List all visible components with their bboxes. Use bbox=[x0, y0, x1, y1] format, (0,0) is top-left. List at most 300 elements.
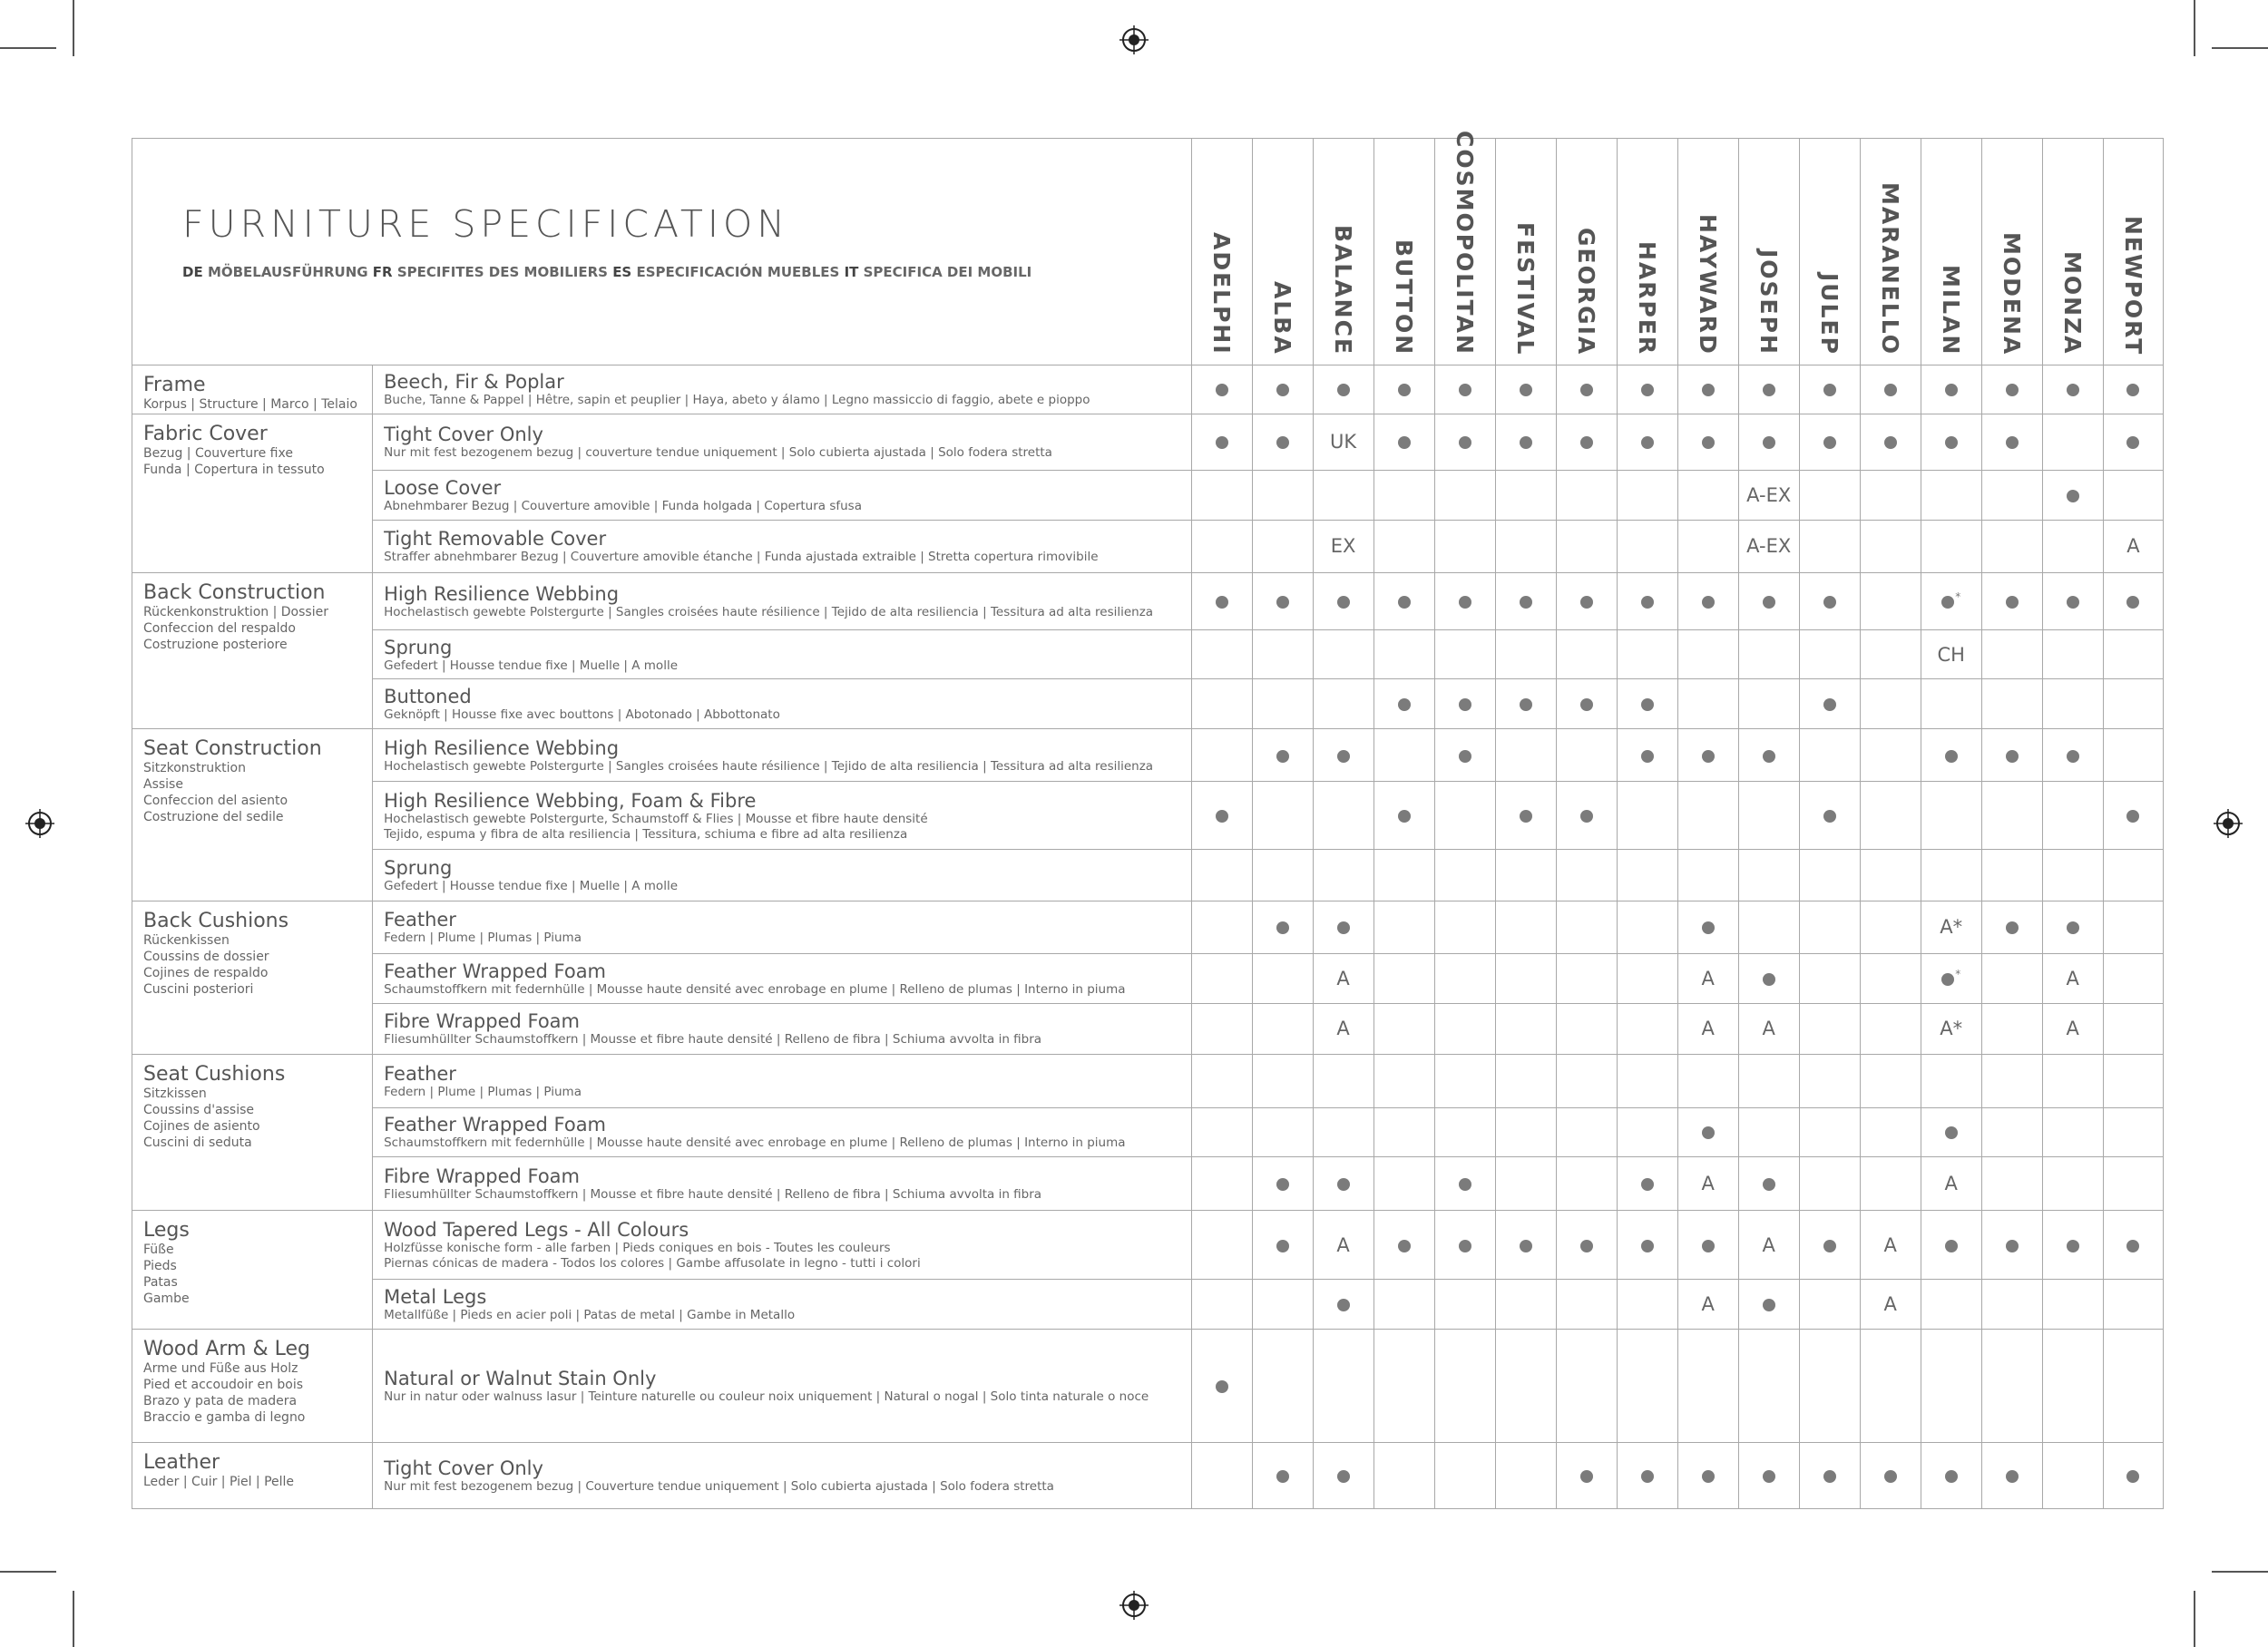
availability-cell bbox=[1617, 1157, 1677, 1211]
availability-cell bbox=[1191, 1003, 1252, 1055]
available-dot-icon bbox=[1580, 810, 1593, 823]
available-dot-icon bbox=[1580, 436, 1593, 449]
availability-cell bbox=[1313, 1210, 1374, 1280]
availability-cell bbox=[2103, 728, 2163, 782]
available-dot-icon bbox=[1216, 810, 1228, 823]
availability-cell bbox=[1556, 901, 1617, 954]
availability-cell bbox=[1191, 1330, 1252, 1443]
availability-cell bbox=[1677, 1055, 1738, 1108]
availability-cell bbox=[1434, 1055, 1495, 1108]
category-cell bbox=[132, 1210, 373, 1329]
option-cell bbox=[373, 1330, 1191, 1443]
availability-cell bbox=[1434, 1210, 1495, 1280]
availability-code: A bbox=[1701, 1172, 1715, 1194]
availability-cell bbox=[1252, 365, 1313, 414]
available-dot-icon bbox=[1580, 1470, 1593, 1483]
category-title: Wood Arm & Leg bbox=[143, 1338, 310, 1360]
availability-cell bbox=[1374, 782, 1434, 850]
available-dot-icon bbox=[1763, 973, 1775, 986]
available-dot-icon bbox=[1941, 596, 1954, 609]
availability-cell bbox=[1677, 471, 1738, 521]
available-dot-icon bbox=[1459, 1240, 1471, 1252]
available-dot-icon bbox=[2006, 921, 2019, 934]
available-dot-icon bbox=[2067, 596, 2079, 609]
availability-cell bbox=[1738, 1107, 1799, 1157]
crop-mark bbox=[73, 0, 74, 56]
available-dot-icon bbox=[1459, 384, 1471, 396]
crop-mark bbox=[0, 47, 56, 49]
option-title: Sprung bbox=[384, 856, 453, 879]
category-translation: Assise bbox=[143, 776, 183, 792]
availability-cell bbox=[1191, 901, 1252, 954]
product-name: NEWPORT bbox=[2119, 215, 2146, 356]
availability-cell bbox=[1313, 679, 1374, 729]
availability-code: A bbox=[1336, 1018, 1350, 1040]
availability-cell bbox=[1677, 1330, 1738, 1443]
available-dot-icon bbox=[1823, 810, 1836, 823]
available-dot-icon bbox=[1520, 384, 1532, 396]
category-translation: Funda | Copertura in tessuto bbox=[143, 462, 325, 477]
availability-cell bbox=[1434, 471, 1495, 521]
availability-cell bbox=[1556, 1107, 1617, 1157]
availability-cell bbox=[1799, 679, 1860, 729]
category-translation: Gambe bbox=[143, 1291, 190, 1306]
availability-cell bbox=[1495, 901, 1556, 954]
available-dot-icon bbox=[1763, 1299, 1775, 1311]
available-dot-icon bbox=[1945, 1240, 1958, 1252]
category-title: Leather bbox=[143, 1451, 220, 1475]
availability-cell bbox=[1495, 850, 1556, 901]
available-dot-icon bbox=[1276, 1178, 1289, 1191]
availability-cell bbox=[2103, 954, 2163, 1004]
available-dot-icon bbox=[2126, 1240, 2139, 1252]
option-translation: Holzfüsse konische form - alle farben | Pieds coniques en bois - Toutes les couleurs bbox=[384, 1241, 891, 1256]
availability-cell bbox=[1556, 728, 1617, 782]
table-row bbox=[132, 365, 2164, 414]
availability-cell bbox=[1617, 728, 1677, 782]
availability-cell bbox=[1921, 1003, 1981, 1055]
availability-cell bbox=[1495, 728, 1556, 782]
available-dot-icon bbox=[1398, 596, 1411, 609]
product-name: HAYWARD bbox=[1695, 214, 1722, 356]
availability-cell bbox=[1677, 901, 1738, 954]
available-dot-icon bbox=[1641, 1178, 1654, 1191]
availability-code: A bbox=[1701, 1018, 1715, 1040]
category-cell bbox=[132, 573, 373, 729]
availability-code: A bbox=[1883, 1293, 1897, 1316]
availability-cell bbox=[1921, 1107, 1981, 1157]
availability-code: A-EX bbox=[1746, 483, 1792, 506]
available-dot-icon bbox=[1945, 750, 1958, 763]
availability-cell bbox=[1981, 365, 2042, 414]
availability-cell bbox=[1434, 850, 1495, 901]
availability-cell bbox=[1981, 1443, 2042, 1509]
availability-cell bbox=[1434, 901, 1495, 954]
availability-cell bbox=[1617, 954, 1677, 1004]
availability-cell bbox=[1738, 365, 1799, 414]
availability-cell bbox=[2042, 414, 2103, 471]
footnote-marker: * bbox=[1955, 590, 1961, 603]
availability-cell bbox=[1921, 954, 1981, 1004]
availability-cell bbox=[1738, 573, 1799, 630]
availability-cell bbox=[1799, 850, 1860, 901]
available-dot-icon bbox=[2006, 384, 2019, 396]
availability-cell bbox=[1617, 679, 1677, 729]
availability-code: A bbox=[1701, 1293, 1715, 1316]
availability-cell bbox=[1252, 1055, 1313, 1108]
availability-cell bbox=[2103, 573, 2163, 630]
availability-cell bbox=[1495, 1055, 1556, 1108]
availability-cell bbox=[2042, 850, 2103, 901]
availability-cell bbox=[1921, 573, 1981, 630]
category-translation: Costruzione posteriore bbox=[143, 638, 288, 653]
available-dot-icon bbox=[1216, 596, 1228, 609]
availability-cell bbox=[2042, 1210, 2103, 1280]
availability-code: A bbox=[2126, 535, 2140, 558]
availability-cell bbox=[1799, 414, 1860, 471]
option-translation: Geknöpft | Housse fixe avec bouttons | Abotonado | Abbottonato bbox=[384, 707, 780, 723]
available-dot-icon bbox=[1276, 384, 1289, 396]
availability-cell bbox=[1799, 1280, 1860, 1330]
availability-cell bbox=[1495, 471, 1556, 521]
category-translation: Patas bbox=[143, 1274, 178, 1290]
table-row bbox=[132, 728, 2164, 782]
option-title: Feather bbox=[384, 1062, 456, 1085]
availability-cell bbox=[2103, 1443, 2163, 1509]
product-header bbox=[2042, 139, 2103, 365]
available-dot-icon bbox=[1276, 1240, 1289, 1252]
category-translation: Coussins d'assise bbox=[143, 1103, 255, 1118]
table-row bbox=[132, 1055, 2164, 1108]
availability-cell bbox=[1374, 1055, 1434, 1108]
availability-cell bbox=[1556, 1055, 1617, 1108]
availability-cell bbox=[1313, 471, 1374, 521]
availability-cell bbox=[2042, 1330, 2103, 1443]
category-title: Fabric Cover bbox=[143, 422, 268, 445]
category-title: Seat Cushions bbox=[143, 1063, 286, 1087]
option-cell bbox=[373, 1107, 1191, 1157]
product-header bbox=[1981, 139, 2042, 365]
specification-body bbox=[132, 365, 2164, 1509]
availability-cell bbox=[1374, 414, 1434, 471]
availability-cell bbox=[1738, 901, 1799, 954]
page-title: FURNITURE SPECIFICATION bbox=[182, 202, 789, 246]
availability-cell bbox=[1921, 1443, 1981, 1509]
availability-cell bbox=[1738, 954, 1799, 1004]
table-row bbox=[132, 1280, 2164, 1330]
category-translation: Pieds bbox=[143, 1258, 177, 1273]
availability-code: A bbox=[2066, 967, 2079, 989]
availability-cell bbox=[1981, 1330, 2042, 1443]
available-dot-icon bbox=[1459, 436, 1471, 449]
table-row bbox=[132, 1443, 2164, 1509]
availability-cell bbox=[1374, 728, 1434, 782]
subtitle-text: SPECIFICA DEI MOBILI bbox=[863, 264, 1032, 280]
availability-cell bbox=[1677, 365, 1738, 414]
availability-cell bbox=[1921, 1330, 1981, 1443]
availability-cell bbox=[1981, 1280, 2042, 1330]
available-dot-icon bbox=[1337, 596, 1350, 609]
available-dot-icon bbox=[2006, 1470, 2019, 1483]
available-dot-icon bbox=[1580, 596, 1593, 609]
availability-cell bbox=[1617, 573, 1677, 630]
product-header bbox=[1677, 139, 1738, 365]
option-translation: Hochelastisch gewebte Polstergurte | Sangles croisées haute résilience | Tejido de alta resiliencia | Tessitura ad alta resilienza bbox=[384, 604, 1154, 619]
available-dot-icon bbox=[1702, 1240, 1715, 1252]
product-header bbox=[1738, 139, 1799, 365]
availability-cell bbox=[1374, 365, 1434, 414]
availability-cell bbox=[1921, 679, 1981, 729]
product-name: GEORGIA bbox=[1573, 227, 1600, 356]
availability-cell bbox=[1434, 679, 1495, 729]
table-row bbox=[132, 954, 2164, 1004]
available-dot-icon bbox=[1459, 698, 1471, 711]
availability-code: A* bbox=[1940, 916, 1963, 939]
crop-mark bbox=[2212, 1571, 2268, 1573]
availability-cell bbox=[1617, 365, 1677, 414]
option-cell bbox=[373, 1055, 1191, 1108]
product-name: JOSEPH bbox=[1755, 249, 1783, 356]
availability-cell bbox=[2042, 954, 2103, 1004]
availability-cell bbox=[1921, 520, 1981, 573]
availability-cell bbox=[1434, 414, 1495, 471]
availability-cell bbox=[1981, 679, 2042, 729]
option-title: Natural or Walnut Stain Only bbox=[384, 1368, 657, 1390]
availability-cell bbox=[1921, 1055, 1981, 1108]
table-row bbox=[132, 1003, 2164, 1055]
option-title: Feather Wrapped Foam bbox=[384, 1114, 607, 1136]
availability-cell bbox=[1738, 629, 1799, 679]
availability-cell bbox=[1981, 954, 2042, 1004]
available-dot-icon bbox=[1641, 750, 1654, 763]
available-dot-icon bbox=[2067, 921, 2079, 934]
table-row bbox=[132, 520, 2164, 573]
option-translation: Fliesumhüllter Schaumstoffkern | Mousse et fibre haute densité | Relleno de fibra | Schiuma avvolta in fibra bbox=[384, 1032, 1042, 1048]
subtitle-text: MÖBELAUSFÜHRUNG bbox=[207, 264, 368, 280]
availability-cell bbox=[1191, 679, 1252, 729]
category-translation: Korpus | Structure | Marco | Telaio bbox=[143, 397, 357, 412]
availability-cell bbox=[1738, 728, 1799, 782]
availability-cell bbox=[1617, 1280, 1677, 1330]
availability-cell bbox=[1860, 1003, 1921, 1055]
subtitle-lang-code: ES bbox=[612, 264, 632, 280]
availability-cell bbox=[1556, 1157, 1617, 1211]
availability-cell bbox=[1252, 1157, 1313, 1211]
availability-cell bbox=[1191, 414, 1252, 471]
availability-cell bbox=[1374, 850, 1434, 901]
product-name: ALBA bbox=[1269, 281, 1296, 356]
availability-cell bbox=[1860, 850, 1921, 901]
availability-cell bbox=[2103, 1055, 2163, 1108]
option-cell bbox=[373, 954, 1191, 1004]
availability-cell bbox=[1191, 728, 1252, 782]
availability-cell bbox=[1434, 728, 1495, 782]
availability-cell bbox=[1799, 901, 1860, 954]
availability-code: A bbox=[1944, 1172, 1958, 1194]
category-translation: Rückenkonstruktion | Dossier bbox=[143, 605, 328, 620]
availability-cell bbox=[2042, 782, 2103, 850]
option-title: Feather bbox=[384, 909, 456, 931]
availability-code: A bbox=[2066, 1018, 2079, 1040]
option-cell bbox=[373, 629, 1191, 679]
availability-cell bbox=[2042, 1055, 2103, 1108]
availability-cell bbox=[1313, 365, 1374, 414]
option-translation: Gefedert | Housse tendue fixe | Muelle | A molle bbox=[384, 878, 678, 893]
table-row bbox=[132, 629, 2164, 679]
available-dot-icon bbox=[1884, 384, 1897, 396]
available-dot-icon bbox=[1884, 436, 1897, 449]
availability-cell bbox=[1617, 629, 1677, 679]
availability-cell bbox=[1556, 520, 1617, 573]
availability-cell bbox=[1981, 1210, 2042, 1280]
option-cell bbox=[373, 728, 1191, 782]
availability-cell bbox=[1495, 954, 1556, 1004]
available-dot-icon bbox=[1823, 1240, 1836, 1252]
option-cell bbox=[373, 414, 1191, 471]
availability-cell bbox=[1495, 1157, 1556, 1211]
availability-cell bbox=[1191, 1157, 1252, 1211]
availability-cell bbox=[2103, 629, 2163, 679]
available-dot-icon bbox=[1276, 1470, 1289, 1483]
category-translation: Sitzkissen bbox=[143, 1087, 207, 1102]
availability-cell bbox=[1252, 782, 1313, 850]
available-dot-icon bbox=[1823, 436, 1836, 449]
availability-cell bbox=[1738, 1210, 1799, 1280]
available-dot-icon bbox=[1398, 436, 1411, 449]
category-title: Legs bbox=[143, 1218, 190, 1242]
category-translation: Sitzkonstruktion bbox=[143, 760, 246, 775]
availability-cell bbox=[1556, 679, 1617, 729]
option-translation: Buche, Tanne & Pappel | Hêtre, sapin et peuplier | Haya, abeto y álamo | Legno massiccio di faggio, abete e pioppo bbox=[384, 393, 1090, 408]
availability-cell bbox=[1677, 954, 1738, 1004]
option-cell bbox=[373, 901, 1191, 954]
available-dot-icon bbox=[1823, 698, 1836, 711]
availability-cell bbox=[1617, 901, 1677, 954]
availability-cell bbox=[1252, 1330, 1313, 1443]
availability-cell bbox=[1313, 782, 1374, 850]
option-translation: Federn | Plume | Plumas | Piuma bbox=[384, 1084, 582, 1099]
option-translation: Federn | Plume | Plumas | Piuma bbox=[384, 931, 582, 946]
available-dot-icon bbox=[1520, 810, 1532, 823]
crop-mark bbox=[2212, 47, 2268, 49]
title-cell bbox=[132, 139, 1192, 365]
available-dot-icon bbox=[2006, 596, 2019, 609]
availability-cell bbox=[1313, 1107, 1374, 1157]
availability-cell bbox=[1799, 365, 1860, 414]
option-translation: Schaumstoffkern mit federnhülle | Mousse haute densité avec enrobage en plume | Relleno de plumas | Interno in piuma bbox=[384, 981, 1126, 997]
registration-mark-icon bbox=[25, 809, 54, 838]
availability-cell bbox=[1738, 520, 1799, 573]
available-dot-icon bbox=[2006, 436, 2019, 449]
available-dot-icon bbox=[1763, 1470, 1775, 1483]
availability-cell bbox=[1434, 365, 1495, 414]
availability-cell bbox=[2103, 520, 2163, 573]
availability-code: CH bbox=[1937, 643, 1965, 666]
availability-cell bbox=[1860, 782, 1921, 850]
category-translation: Cojines de respaldo bbox=[143, 965, 269, 980]
subtitle-lang-code: FR bbox=[372, 264, 393, 280]
availability-cell bbox=[1738, 850, 1799, 901]
available-dot-icon bbox=[1702, 436, 1715, 449]
available-dot-icon bbox=[2126, 436, 2139, 449]
option-title: Fibre Wrapped Foam bbox=[384, 1165, 581, 1187]
option-cell bbox=[373, 850, 1191, 901]
availability-cell bbox=[1556, 954, 1617, 1004]
availability-cell bbox=[1556, 1330, 1617, 1443]
availability-cell bbox=[1677, 1443, 1738, 1509]
available-dot-icon bbox=[1941, 973, 1954, 986]
availability-cell bbox=[1921, 901, 1981, 954]
available-dot-icon bbox=[1398, 1240, 1411, 1252]
table-row bbox=[132, 850, 2164, 901]
availability-cell bbox=[2103, 1157, 2163, 1211]
availability-cell bbox=[1617, 471, 1677, 521]
availability-cell bbox=[1677, 679, 1738, 729]
availability-cell bbox=[1921, 414, 1981, 471]
option-translation: Nur mit fest bezogenem bezug | Couverture tendue uniquement | Solo cubierta ajustada | Solo fodera stretta bbox=[384, 1479, 1054, 1495]
availability-cell bbox=[1191, 954, 1252, 1004]
availability-cell bbox=[1252, 520, 1313, 573]
availability-cell bbox=[1252, 1280, 1313, 1330]
registration-mark-icon bbox=[1119, 25, 1149, 54]
option-cell bbox=[373, 1280, 1191, 1330]
availability-cell bbox=[1191, 573, 1252, 630]
option-translation: Nur in natur oder walnuss lasur | Teinture naturelle ou couleur noix uniquement | Natural o nogal | Solo tinta naturale o noce bbox=[384, 1389, 1149, 1405]
category-translation: Costruzione del sedile bbox=[143, 809, 284, 824]
availability-cell bbox=[1860, 901, 1921, 954]
available-dot-icon bbox=[1823, 596, 1836, 609]
availability-cell bbox=[1374, 1280, 1434, 1330]
availability-cell bbox=[1495, 1003, 1556, 1055]
availability-cell bbox=[1313, 1443, 1374, 1509]
availability-cell bbox=[2103, 1107, 2163, 1157]
availability-cell bbox=[1434, 629, 1495, 679]
available-dot-icon bbox=[1945, 1126, 1958, 1139]
availability-cell bbox=[1374, 901, 1434, 954]
available-dot-icon bbox=[2126, 384, 2139, 396]
available-dot-icon bbox=[1641, 1470, 1654, 1483]
availability-cell bbox=[1495, 414, 1556, 471]
availability-cell bbox=[1313, 728, 1374, 782]
available-dot-icon bbox=[1702, 1126, 1715, 1139]
availability-cell bbox=[1617, 1107, 1677, 1157]
availability-cell bbox=[1252, 573, 1313, 630]
availability-cell bbox=[1252, 728, 1313, 782]
availability-cell bbox=[1799, 1003, 1860, 1055]
availability-cell bbox=[1860, 1280, 1921, 1330]
availability-cell bbox=[1860, 471, 1921, 521]
category-translation: Confeccion del asiento bbox=[143, 793, 288, 808]
product-header bbox=[1434, 131, 1495, 365]
availability-cell bbox=[2103, 850, 2163, 901]
available-dot-icon bbox=[1398, 810, 1411, 823]
availability-cell bbox=[1374, 520, 1434, 573]
availability-cell bbox=[2103, 414, 2163, 471]
availability-cell bbox=[1860, 954, 1921, 1004]
availability-cell bbox=[1860, 679, 1921, 729]
available-dot-icon bbox=[1520, 698, 1532, 711]
availability-code: A bbox=[1336, 1233, 1350, 1256]
availability-cell bbox=[1799, 629, 1860, 679]
availability-cell bbox=[1860, 414, 1921, 471]
availability-cell bbox=[1738, 1003, 1799, 1055]
availability-cell bbox=[1799, 954, 1860, 1004]
category-cell bbox=[132, 1443, 373, 1509]
crop-mark bbox=[2194, 1591, 2195, 1647]
availability-cell bbox=[1617, 1003, 1677, 1055]
availability-cell bbox=[1799, 1157, 1860, 1211]
availability-cell bbox=[2042, 1107, 2103, 1157]
